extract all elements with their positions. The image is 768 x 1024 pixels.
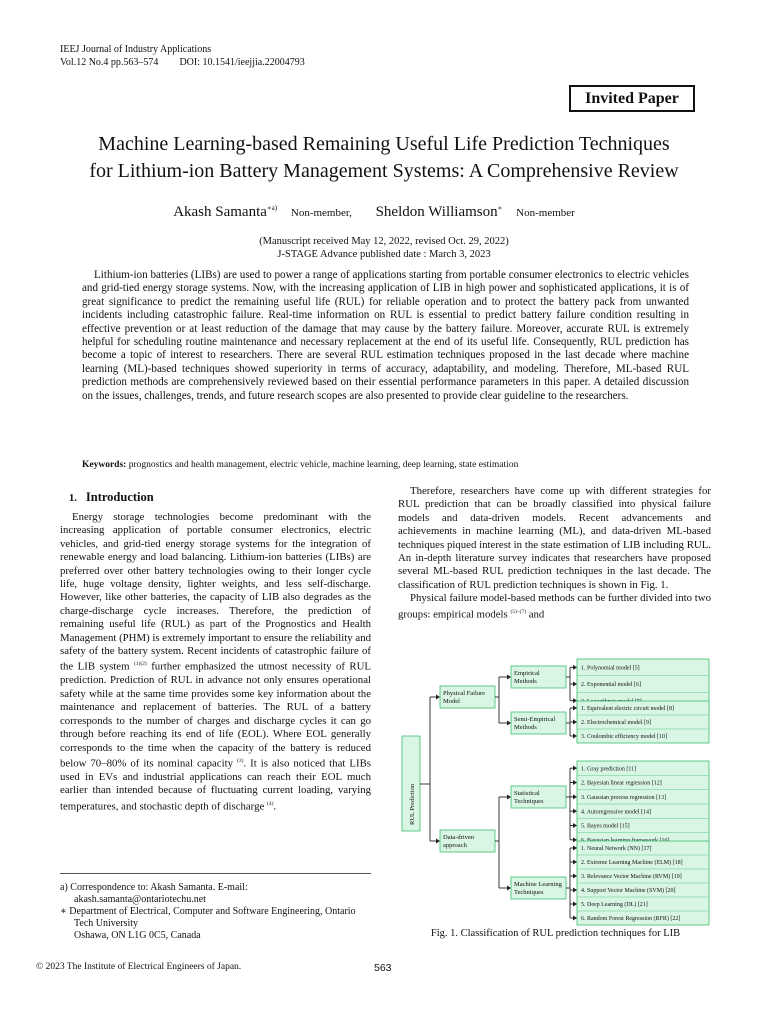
arrow-head	[573, 837, 577, 842]
paper-title-line-2: for Lithium-ion Battery Management Systems: A Comprehensive Review	[89, 160, 679, 182]
journal-doi: DOI: 10.1541/ieejjia.22004793	[179, 57, 305, 68]
page-number: 563	[374, 962, 392, 974]
arrow-head	[573, 823, 577, 828]
branch-node-label: Model	[443, 698, 460, 705]
arrow-head	[507, 721, 511, 726]
root-node-label: RUL Prediction	[409, 783, 416, 825]
copyright: © 2023 The Institute of Electrical Engineers of Japan.	[36, 962, 242, 972]
author-membership: Non-member	[516, 207, 575, 219]
keywords	[82, 460, 692, 470]
arrow-head	[573, 780, 577, 785]
arrow-head	[573, 794, 577, 799]
category-node-label: Methods	[514, 678, 537, 685]
arrow-head	[573, 698, 577, 703]
arrow-head	[573, 720, 577, 725]
footnotes	[60, 873, 371, 942]
section-heading	[69, 490, 371, 505]
technique-item: 3. Gaussian process regression [13]	[581, 795, 667, 802]
arrow-head	[507, 886, 511, 891]
arrow-head	[573, 734, 577, 739]
intro-paragraph	[60, 511, 371, 814]
author-name: Sheldon Williamson	[375, 204, 498, 220]
author-mark: ∗a)	[266, 204, 278, 212]
paragraph-text: Physical failure model-based methods can be further divided into two groups: empirical models	[398, 592, 711, 621]
arrow-head	[507, 795, 511, 800]
citation: (3)	[237, 757, 244, 764]
branch-node-label: approach	[443, 842, 467, 849]
arrow-head	[573, 888, 577, 893]
right-paragraph-2	[398, 592, 711, 621]
advance-date: J-STAGE Advance published date : March 3, 2023	[277, 248, 491, 260]
technique-item: 4. Support Vector Machine (SVM) [20]	[581, 888, 676, 895]
category-node-label: Semi-Empirical	[514, 716, 556, 723]
abstract: Lithium-ion batteries (LIBs) are used to power a range of applications starting from portable consumer electronics to electric vehicles and grid-tied energy storage systems. Now, with the increasing application of LIB in high power and sophisticated applications, it is of great significance to predict the remaining useful life (RUL) for reliable operation and to protect the battery pack from unwanted incidents including catastrophic failure. Real-time information on RUL is essential to predict battery failure condition resulting in effective prevention or at least reduction of the damage that may cause by the battery failure. Moreover, accurate RUL is extremely helpful for scheduling routine maintenance and necessary replacement at the end of its useful life. Consequently, RUL prediction has become a topic of interest to researchers. There are several RUL estimation techniques proposed in the last decade where machine learning (ML)-based techniques showed superiority in terms of accuracy, adaptability, and modeling. Therefore, ML-based RUL prediction methods are comprehensively reviewed based on their essential performance parameters in this paper. A detailed discussion on the issues, challenges, trends, and future research scopes are also presented to provide clear guideline to the researchers.	[82, 269, 689, 402]
arrow-head	[507, 675, 511, 680]
citation: (1)(2)	[133, 661, 147, 668]
technique-item: 3. Relevance Vector Machine (RVM) [19]	[581, 874, 682, 881]
paragraph-text: . It is also noticed that LIBs used in EVs and industrial applications can reach their EOL much earlier than intended because of fluctuating current loading, varying temperatures, and stochastic depth of discharge	[60, 757, 371, 813]
citation: (5)–(7)	[510, 608, 527, 615]
arrow-head	[573, 860, 577, 865]
manuscript-dates	[40, 236, 728, 261]
section-title: Introduction	[85, 490, 154, 504]
paper-title	[40, 131, 728, 185]
technique-item: 1. Polynomial model [5]	[581, 665, 640, 672]
technique-item: 2. Exponential model [6]	[581, 682, 641, 689]
technique-item: 2. Bayesian linear regression [12]	[581, 780, 662, 787]
arrow-head	[436, 839, 440, 844]
arrow-head	[573, 809, 577, 814]
footnote-affiliation: ∗ Department of Electrical, Computer and Software Engineering, Ontario Tech University	[60, 906, 356, 929]
paragraph-text: .	[273, 800, 277, 813]
citation: (4)	[266, 800, 274, 807]
author-mark: ∗	[497, 204, 503, 212]
arrow-head	[573, 766, 577, 771]
journal-volume: Vol.12 No.4 pp.563–574	[60, 57, 159, 68]
received-date: (Manuscript received May 12, 2022, revised Oct. 29, 2022)	[259, 236, 509, 247]
journal-header	[60, 43, 305, 69]
footnote-rule	[60, 873, 371, 874]
arrow-head	[436, 695, 440, 700]
left-column	[60, 490, 371, 814]
section-number: 1.	[69, 493, 77, 504]
category-node-label: Techniques	[514, 798, 544, 805]
arrow-head	[573, 682, 577, 687]
figure-caption: Fig. 1. Classification of RUL prediction techniques for LIB	[430, 928, 681, 939]
journal-name: IEEJ Journal of Industry Applications	[60, 44, 212, 55]
category-node-label: Machine Learning	[514, 881, 562, 888]
arrow-head	[573, 916, 577, 921]
classification-tree	[398, 653, 713, 926]
technique-item: 4. Autoregressive model [14]	[581, 809, 651, 816]
technique-item: 1. Equivalent electric circuit model [8]	[581, 706, 674, 713]
classification-figure	[398, 653, 713, 926]
technique-item: 1. Gray prediction [11]	[581, 766, 637, 773]
arrow-head	[573, 706, 577, 711]
paper-title-line-1: Machine Learning-based Remaining Useful Life Prediction Techniques	[98, 133, 670, 155]
category-node-label: Empirical	[514, 670, 540, 677]
keywords-list: prognostics and health management, electric vehicle, machine learning, deep learning, state estimation	[128, 460, 519, 470]
technique-item: 5. Bayes model [15]	[581, 823, 630, 830]
paragraph-text: Energy storage technologies become predominant with the increasing application of portable consumer electronics, electric vehicles, and grid-tied energy storage systems for the integration of renewable energy and load balancing. Lithium-ion batteries (LIBs) are preferred over other battery technologies owing to their longer cycle life, huge voltage density, lighter weights, and less self-discharge. However, like other batteries, the capacity of LIB also degrades as the charge-discharge cycle increases. Therefore, the prediction of remaining useful life (RUL) as part of the Prognostics and Health Management (PHM) is extremely important to ensure the reliability and safety of the battery system. Recent incidents of catastrophic failure of the LIB system	[60, 511, 371, 674]
invited-paper-badge: Invited Paper	[569, 85, 695, 112]
author-name: Akash Samanta	[173, 204, 267, 220]
paragraph-text: further emphasized the utmost necessity of RUL prediction. Prediction of RUL in advance not only ensures operational safety while at the same time provides some key information about the maintenance and replacement of batteries. The RUL of a battery corresponds to the number of charges and discharge cycles it can go through before reaching its end of life (EOL). Where EOL generally corresponds to the time when the capacity of the battery is reduced below 70–80% of its nominal capacity	[60, 661, 371, 770]
technique-item: 1. Neural Network (NN) [17]	[581, 846, 652, 853]
technique-item: 2. Extreme Learning Machine (ELM) [18]	[581, 860, 683, 867]
technique-item: 6. Random Forest Regression (RFR) [22]	[581, 916, 681, 923]
footnote-correspondence: a) Correspondence to: Akash Samanta. E-mail: akash.samanta@ontariotechu.net	[60, 882, 248, 905]
category-node-label: Methods	[514, 724, 537, 731]
category-node-label: Statistical	[514, 790, 540, 797]
branch-node-label: Data-driven	[443, 834, 475, 841]
arrow-head	[573, 846, 577, 851]
footnote-address: Oshawa, ON L1G 0C5, Canada	[74, 930, 201, 941]
technique-item: 3. Coulombic efficiency model [10]	[581, 734, 668, 741]
journal-volume-doi	[60, 56, 305, 69]
arrow-head	[573, 874, 577, 879]
branch-node-label: Physical Failure	[443, 690, 486, 697]
author-membership: Non-member,	[290, 207, 352, 219]
technique-item: 5. Deep Learning (DL) [21]	[581, 902, 648, 909]
keywords-label: Keywords:	[82, 460, 127, 470]
author-list	[40, 204, 728, 221]
paragraph-text: and	[526, 608, 545, 621]
arrow-head	[573, 902, 577, 907]
right-paragraph-1: Therefore, researchers have come up with different strategies for RUL prediction that can be broadly classified into physical failure models and data-driven models. Recent advancements and achievements in machine learning (ML), and data-driven ML-based techniques piqued interest in the state estimation of LIB including RUL. An in-depth literature survey indicates that researchers have proposed several ML-based RUL prediction techniques in the last decade. The classification of RUL prediction techniques is shown in Fig. 1.	[398, 485, 711, 591]
arrow-head	[573, 665, 577, 670]
technique-item: 2. Electrochemical model [9]	[581, 720, 651, 727]
category-node-label: Techniques	[514, 889, 544, 896]
right-column	[398, 485, 711, 622]
